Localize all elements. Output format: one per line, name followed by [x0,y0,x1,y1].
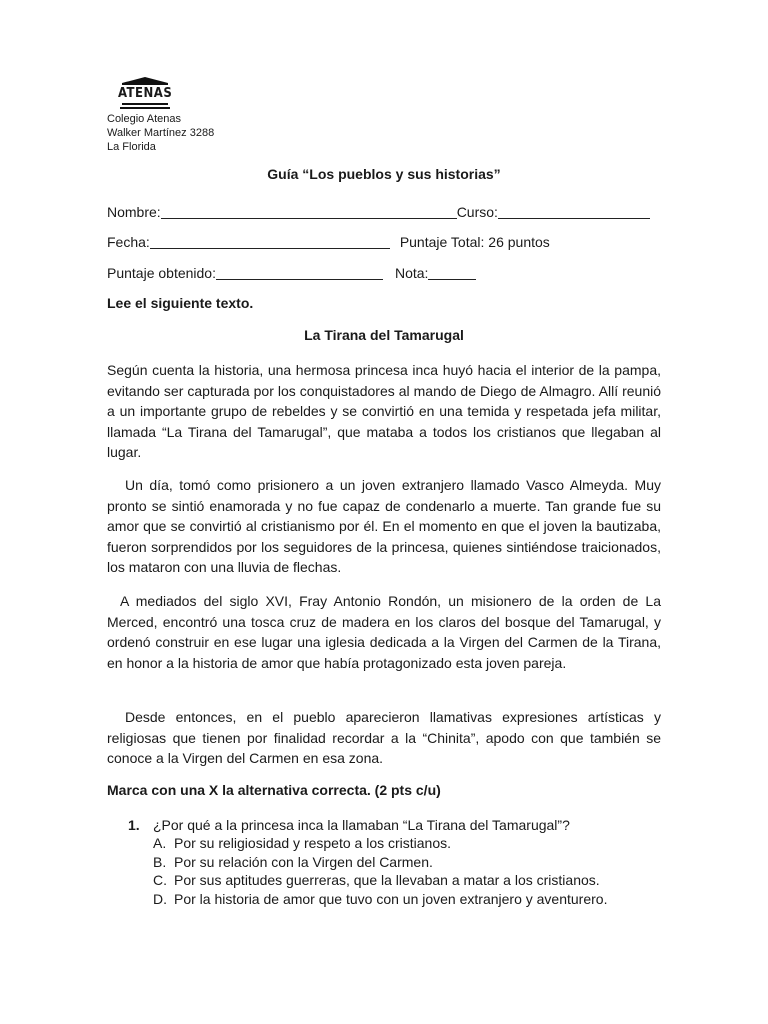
curso-blank[interactable] [498,204,650,219]
paragraph-4: Desde entonces, en el pueblo aparecieron llamativas expresiones artísticas y religiosas que tienen por finalidad recordar a la “Chinita”, apodo con que también se conoce a la Virgen del Carmen en esa zona. [107,709,661,766]
option-letter: C. [153,872,167,888]
question-text: ¿Por qué a la princesa inca la llamaban “La Tirana del Tamarugal”? [153,817,570,833]
option-text: Por la historia de amor que tuvo con un joven extranjero y aventurero. [174,890,608,907]
read-instruction: Lee el siguiente texto. [107,295,254,311]
fecha-blank[interactable] [150,234,390,249]
nota-label: Nota: [394,265,429,281]
paragraph-2: Un día, tomó como prisionero a un joven extranjero llamado Vasco Almeyda. Muy pronto se sintió enamorada y no fue capaz de condenarlo a muerte. Tan grande fue su amor que se convirtió al cristianismo por él. En el momento en que el joven la bautizaba, fueron sorprendidos por los seguidores de la princesa, quienes sintiéndose traicionados, los mataron con una lluvia de flechas. [107,477,661,575]
logo-text: ATENAS [118,86,173,101]
school-info [107,112,214,154]
nota-blank[interactable] [428,265,476,280]
school-commune: La Florida [107,141,156,153]
name-course-row [107,203,667,221]
puntaje-total: Puntaje Total: 26 puntos [399,234,550,250]
puntaje-obtenido-blank[interactable] [216,265,383,280]
option-a[interactable] [153,834,607,853]
option-d[interactable] [153,890,607,909]
nombre-label: Nombre: [107,204,161,220]
school-address: Walker Martínez 3288 [107,127,215,139]
obtained-grade-row [107,264,667,282]
option-text: Por su religiosidad y respeto a los cristianos. [174,835,452,851]
nombre-blank[interactable] [161,204,457,219]
paragraph-3: A mediados del siglo XVI, Fray Antonio Rondón, un misionero de la orden de La Merced, encontró una tosca cruz de madera en los claros del bosque del Tamarugal, y ordenó construir en ese lugar una iglesia dedicada a la Virgen del Carmen de la Tirana, en honor a la historia de amor que había protagonizado esta joven pareja. [107,593,661,671]
option-letter: B. [153,853,167,870]
curso-label: Curso: [456,204,498,220]
option-text: Por sus aptitudes guerreras, que la llevaban a matar a los cristianos. [174,872,600,888]
paragraph-1: Según cuenta la historia, una hermosa princesa inca huyó hacia el interior de la pampa, evitando ser capturada por los conquistadores al mando de Diego de Almagro. Allí reunió a un importante grupo de rebeldes y se convirtió en una temida y respetada jefa militar, llamada “La Tirana del Tamarugal”, que mataba a todos los cristianos que llegaban al lugar. [107,362,661,460]
worksheet-title: Guía “Los pueblos y sus historias” [267,166,501,182]
option-b[interactable] [153,853,607,872]
option-letter: A. [153,835,167,851]
options-list [153,834,607,908]
text-title: La Tirana del Tamarugal [304,327,464,343]
option-c[interactable] [153,871,607,890]
school-logo [118,76,172,112]
option-letter: D. [153,890,167,907]
question-number: 1. [128,817,140,833]
puntaje-obtenido-label: Puntaje obtenido: [107,265,216,281]
option-text: Por su relación con la Virgen del Carmen. [174,853,433,870]
fecha-label: Fecha: [107,234,150,250]
date-score-row [107,233,667,251]
mark-instruction: Marca con una X la alternativa correcta. (2 pts c/u) [107,782,441,798]
school-name: Colegio Atenas [107,113,181,125]
